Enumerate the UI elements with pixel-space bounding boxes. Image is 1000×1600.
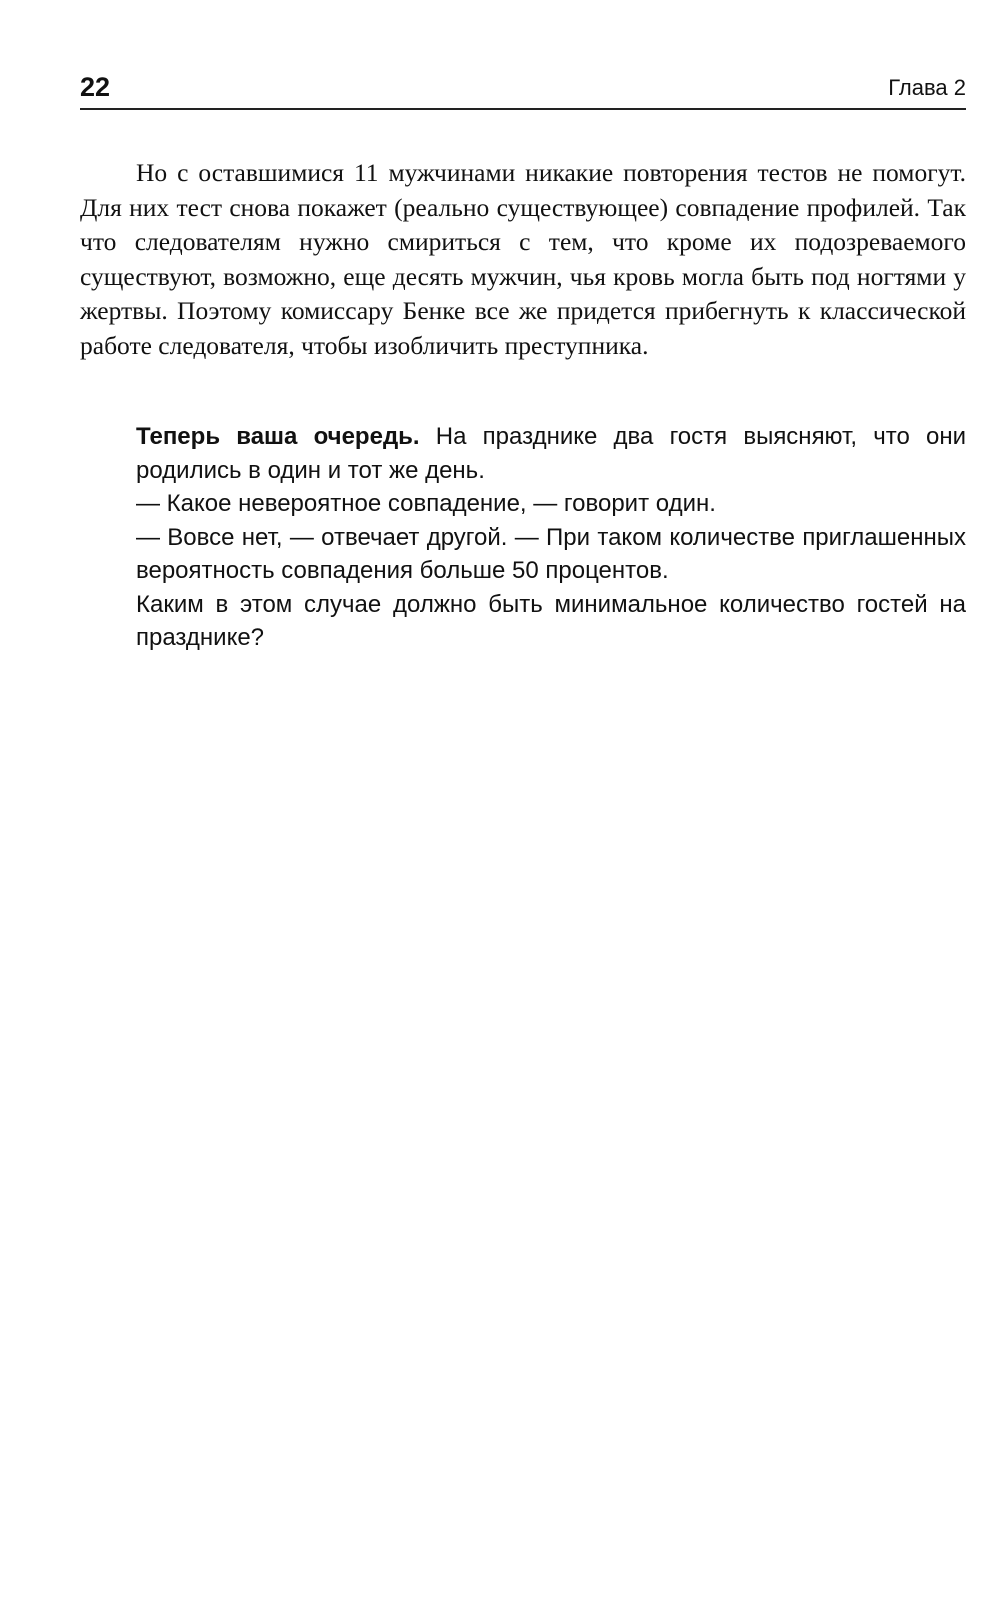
exercise-lead: Теперь ваша очередь. — [136, 423, 420, 450]
body-paragraph: Но с оставшимися 11 мужчинами никакие повторения тестов не помогут. Для них тест снова покажет (реально существующее) совпадение профилей. Так что следователям нужно смириться с тем, что кроме их подозреваемого существуют, возможно, еще десять мужчин, чья кровь могла быть под ногтями у жертвы. Поэтому комиссару Бенке все же придется прибегнуть к классической работе следователя, чтобы изобличить преступника. — [80, 158, 966, 360]
page-header — [80, 70, 966, 110]
exercise-question: Каким в этом случае должно быть минимальное количество гостей на празднике? — [136, 590, 966, 651]
chapter-title: Глава 2 — [888, 75, 966, 100]
exercise-block — [136, 420, 966, 655]
dialogue-line-1: — Какое невероятное совпадение, — говорит один. — [136, 490, 716, 517]
exercise-intro-text: На празднике два гостя выясняют, что они родились в один и тот же день. — [136, 423, 966, 484]
dialogue-line-2: — Вовсе нет, — отвечает другой. — При таком количестве приглашенных вероятность совпадения больше 50 процентов. — [136, 523, 966, 584]
exercise-intro — [136, 420, 966, 487]
page-number: 22 — [80, 72, 111, 102]
